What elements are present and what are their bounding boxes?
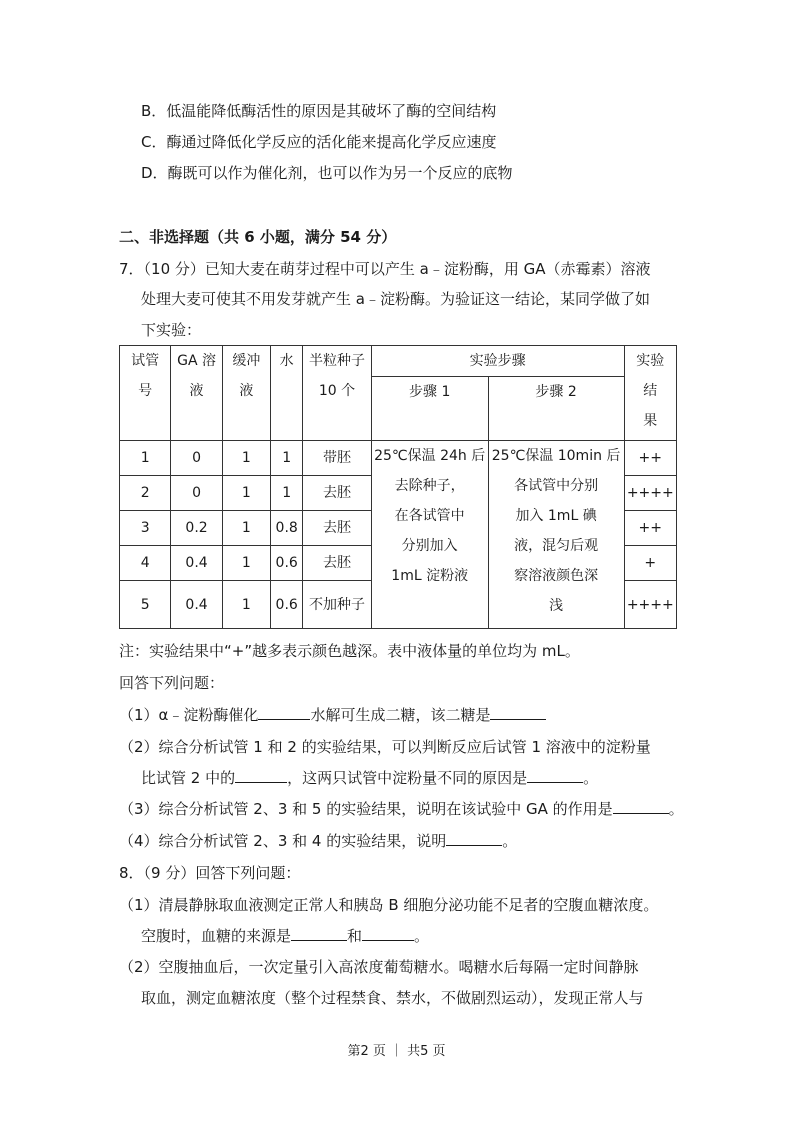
header-water: 水 [271,346,303,441]
table-row: 3 0.2 1 0.8 去胚 ++ [120,511,677,546]
header-result: 实验 结 果 [624,346,676,441]
header-steps: 实验步骤 [371,346,624,377]
header-ga: GA 溶 液 [171,346,222,441]
table-row: 5 0.4 1 0.6 不加种子 ++++ [120,581,677,629]
q8-part2-line1: （2）空腹抽血后，一次定量引入高浓度葡萄糖水。喝糖水后每隔一定时间静脉 [119,958,639,976]
step1-cell: 25℃保温 24h 后 去除种子， 在各试管中 分别加入 1mL 淀粉液 [371,441,488,629]
q7-stem-line2: 处理大麦可使其不用发芽就产生 a﹣淀粉酶。为验证这一结论，某同学做了如 [141,290,650,308]
q7-part4: （4）综合分析试管 2、3 和 4 的实验结果，说明 。 [119,832,518,850]
table-note: 注：实验结果中“+”越多表示颜色越深。表中液体量的单位均为 mL。 [119,642,580,660]
table-row: 2 0 1 1 去胚 ++++ [120,476,677,511]
option-b: B．低温能降低酶活性的原因是其破坏了酶的空间结构 [141,102,497,120]
q7-stem-line3: 下实验： [141,321,202,339]
header-buffer: 缓冲 液 [222,346,270,441]
q8-part1-line2: 空腹时，血糖的来源是 和 。 [141,927,430,945]
header-step2: 步骤 2 [488,377,624,441]
q7-stem-line1: 7．（10 分）已知大麦在萌芽过程中可以产生 a﹣淀粉酶，用 GA（赤霉素）溶液 [119,260,651,278]
step2-cell: 25℃保温 10min 后 各试管中分别 加入 1mL 碘 液，混匀后观 察溶液颜色深 浅 [488,441,624,629]
q8-stem: 8．（9 分）回答下列问题： [119,864,301,882]
table-row: 1 0 1 1 带胚 25℃保温 24h 后 去除种子， 在各试管中 分别加入 1mL 淀粉液 25℃保温 10min 后 各试管中分别 加入 1mL 碘 液，混匀后观 察溶液颜色深 浅 ++ [120,441,677,476]
answer-prompt: 回答下列问题： [119,674,225,692]
q7-part3: （3）综合分析试管 2、3 和 5 的实验结果，说明在该试验中 GA 的作用是 。 [119,800,684,818]
option-c: C．酶通过降低化学反应的活化能来提高化学反应速度 [141,133,497,151]
q7-part1: （1）α﹣淀粉酶催化 水解可生成二糖，该二糖是 [119,705,546,725]
option-d: D．酶既可以作为催化剂，也可以作为另一个反应的底物 [141,164,513,182]
experiment-table [119,345,677,629]
header-step1: 步骤 1 [371,377,488,441]
q7-part2-line2: 比试管 2 中的 ，这两只试管中淀粉量不同的原因是 。 [141,769,599,787]
table-row: 4 0.4 1 0.6 去胚 + [120,546,677,581]
header-tube: 试管 号 [120,346,171,441]
section-title: 二、非选择题（共 6 小题，满分 54 分） [119,228,397,246]
page-footer: 第2 页 ｜ 共5 页 [347,1044,446,1059]
header-seed: 半粒种子 10 个 [303,346,371,441]
q8-part2-line2: 取血，测定血糖浓度（整个过程禁食、禁水，不做剧烈运动），发现正常人与 [141,989,644,1007]
q7-part2-line1: （2）综合分析试管 1 和 2 的实验结果，可以判断反应后试管 1 溶液中的淀粉量 [119,738,651,756]
q8-part1-line1: （1）清晨静脉取血液测定正常人和胰岛 B 细胞分泌功能不足者的空腹血糖浓度。 [119,896,659,914]
